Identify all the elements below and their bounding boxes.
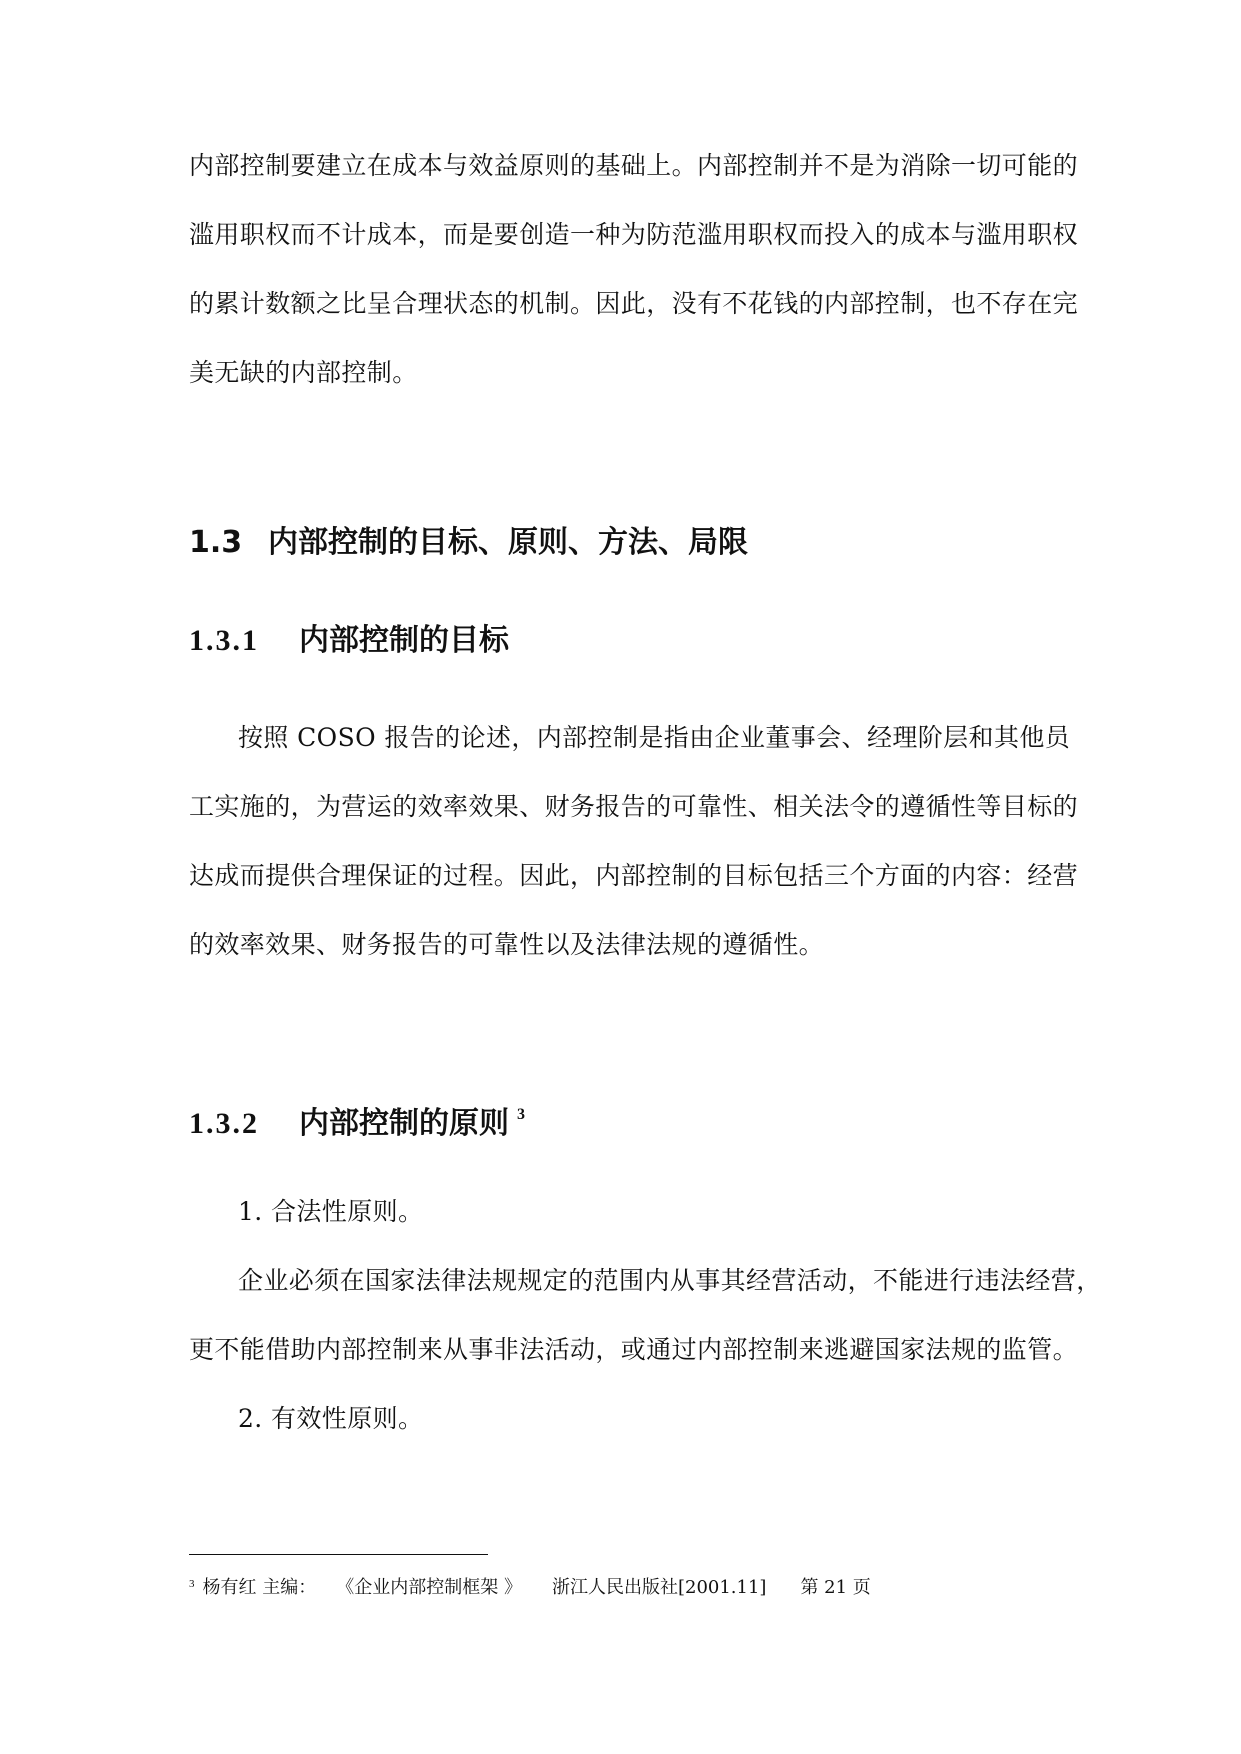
footnote — [189, 1572, 871, 1600]
section-1-3-2-heading — [189, 1096, 525, 1143]
section-1-3-2-title: 内部控制的原则 — [299, 1106, 509, 1141]
section-1-3-1-number: 1.3.1 — [189, 624, 259, 657]
intro-line-3: 的累计数额之比呈合理状态的机制。因此，没有不花钱的内部控制，也不存在完 — [189, 289, 1079, 318]
principle-1-line-2: 更不能借助内部控制来从事非法活动，或通过内部控制来逃避国家法规的监管。 — [189, 1335, 1079, 1364]
section-1-3-1-title: 内部控制的目标 — [299, 623, 509, 658]
principle-2-label: 2. 有效性原则。 — [238, 1404, 424, 1433]
intro-line-2: 滥用职权而不计成本，而是要创造一种为防范滥用职权而投入的成本与滥用职权 — [189, 220, 1079, 249]
intro-line-4: 美无缺的内部控制。 — [189, 358, 418, 387]
objectives-line-1: 按照 COSO 报告的论述，内部控制是指由企业董事会、经理阶层和其他员 — [238, 723, 1071, 752]
footnote-author: 杨有红 主编： — [202, 1577, 317, 1598]
section-1-3-2-number: 1.3.2 — [189, 1107, 259, 1140]
footnote-marker: 3 — [189, 1578, 195, 1590]
intro-line-1: 内部控制要建立在成本与效益原则的基础上。内部控制并不是为消除一切可能的 — [189, 151, 1079, 180]
footnote-publisher: 浙江人民出版社[2001.11] — [551, 1577, 767, 1598]
footnote-reference[interactable]: 3 — [517, 1106, 525, 1123]
principle-1-line-1: 企业必须在国家法律法规规定的范围内从事其经营活动，不能进行违法经营， — [238, 1266, 1102, 1295]
objectives-line-3: 达成而提供合理保证的过程。因此，内部控制的目标包括三个方面的内容：经营 — [189, 861, 1079, 890]
section-1-3-heading — [189, 524, 748, 562]
objectives-line-2: 工实施的，为营运的效率效果、财务报告的可靠性、相关法令的遵循性等目标的 — [189, 792, 1079, 821]
section-1-3-title: 内部控制的目标、原则、方法、局限 — [268, 525, 748, 560]
footnote-page: 第 21 页 — [800, 1577, 871, 1598]
principle-1-label: 1. 合法性原则。 — [238, 1197, 424, 1226]
section-1-3-1-heading — [189, 622, 509, 660]
footnote-book: 《企业内部控制框架 》 — [336, 1577, 522, 1598]
footnote-divider — [189, 1554, 488, 1555]
objectives-line-4: 的效率效果、财务报告的可靠性以及法律法规的遵循性。 — [189, 930, 825, 959]
section-1-3-number: 1.3 — [189, 525, 243, 560]
